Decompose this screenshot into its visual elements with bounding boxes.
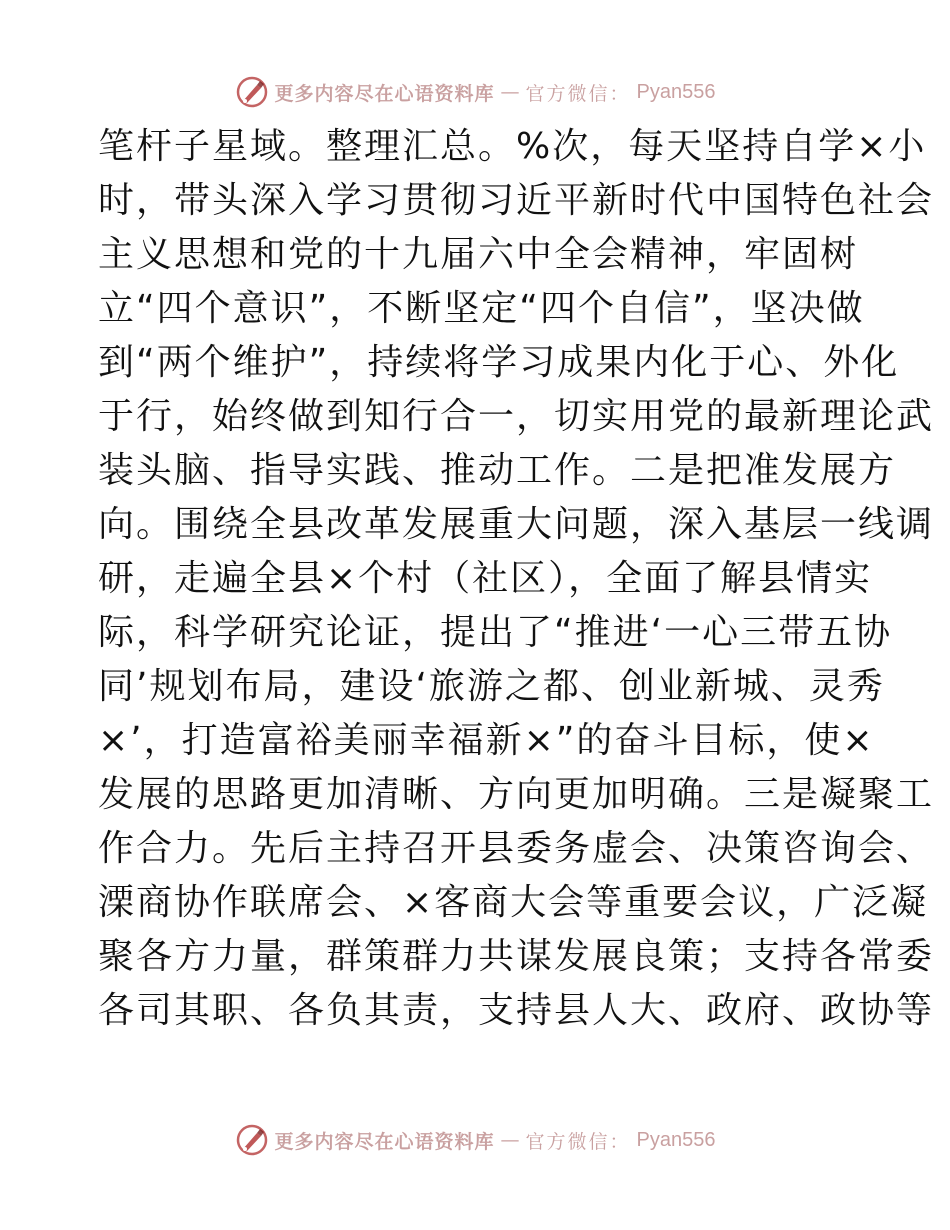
- wechat-id: Pyan556: [636, 1128, 716, 1151]
- text-line: 向。围绕全县改革发展重大问题，深入基层一线调: [98, 504, 935, 545]
- text-line: 到“两个维护”，持续将学习成果内化于心、外化: [98, 342, 900, 383]
- text-line: 笔杆子星域。整理汇总。%次，每天坚持自学×小: [98, 126, 927, 167]
- text-line: ×’，打造富裕美丽幸福新×”的奋斗目标，使×: [98, 720, 875, 761]
- text-line: 际，科学研究论证，提出了“推进‘一心三带五协: [98, 612, 893, 653]
- document-body: [98, 120, 935, 1038]
- promo-text: 更多内容尽在心语资料库: [274, 82, 495, 105]
- footer-watermark-banner: [0, 1120, 950, 1160]
- wechat-id: Pyan556: [636, 80, 716, 103]
- text-line: 时，带头深入学习贯彻习近平新时代中国特色社会: [98, 180, 935, 221]
- text-line: 研，走遍全县×个村（社区），全面了解县情实: [98, 558, 873, 599]
- header-watermark-banner: [0, 72, 950, 112]
- text-line: 于行，始终做到知行合一，切实用党的最新理论武: [98, 396, 935, 437]
- wechat-label: 官方微信：: [525, 82, 631, 105]
- text-line: 装头脑、指导实践、推动工作。二是把准发展方: [98, 450, 897, 491]
- banner-separator: —: [500, 1129, 520, 1151]
- text-line: 聚各方力量，群策群力共谋发展良策；支持各常委: [98, 936, 935, 977]
- text-line: 主义思想和党的十九届六中全会精神，牢固树: [98, 234, 859, 275]
- text-line: 立“四个意识”，不断坚定“四个自信”，坚决做: [98, 288, 865, 329]
- banner-separator: —: [500, 81, 520, 103]
- text-line: 发展的思路更加清晰、方向更加明确。三是凝聚工: [98, 774, 935, 815]
- pen-logo-icon: [235, 1123, 269, 1157]
- pen-logo-icon: [235, 75, 269, 109]
- wechat-label: 官方微信：: [525, 1130, 631, 1153]
- text-line: 各司其职、各负其责，支持县人大、政府、政协等: [98, 990, 935, 1031]
- promo-text: 更多内容尽在心语资料库: [274, 1130, 495, 1153]
- text-line: 作合力。先后主持召开县委务虚会、决策咨询会、: [98, 828, 935, 869]
- text-line: 同’规划布局，建设‘旅游之都、创业新城、灵秀: [98, 666, 885, 707]
- text-line: 溧商协作联席会、×客商大会等重要会议，广泛凝: [98, 882, 929, 923]
